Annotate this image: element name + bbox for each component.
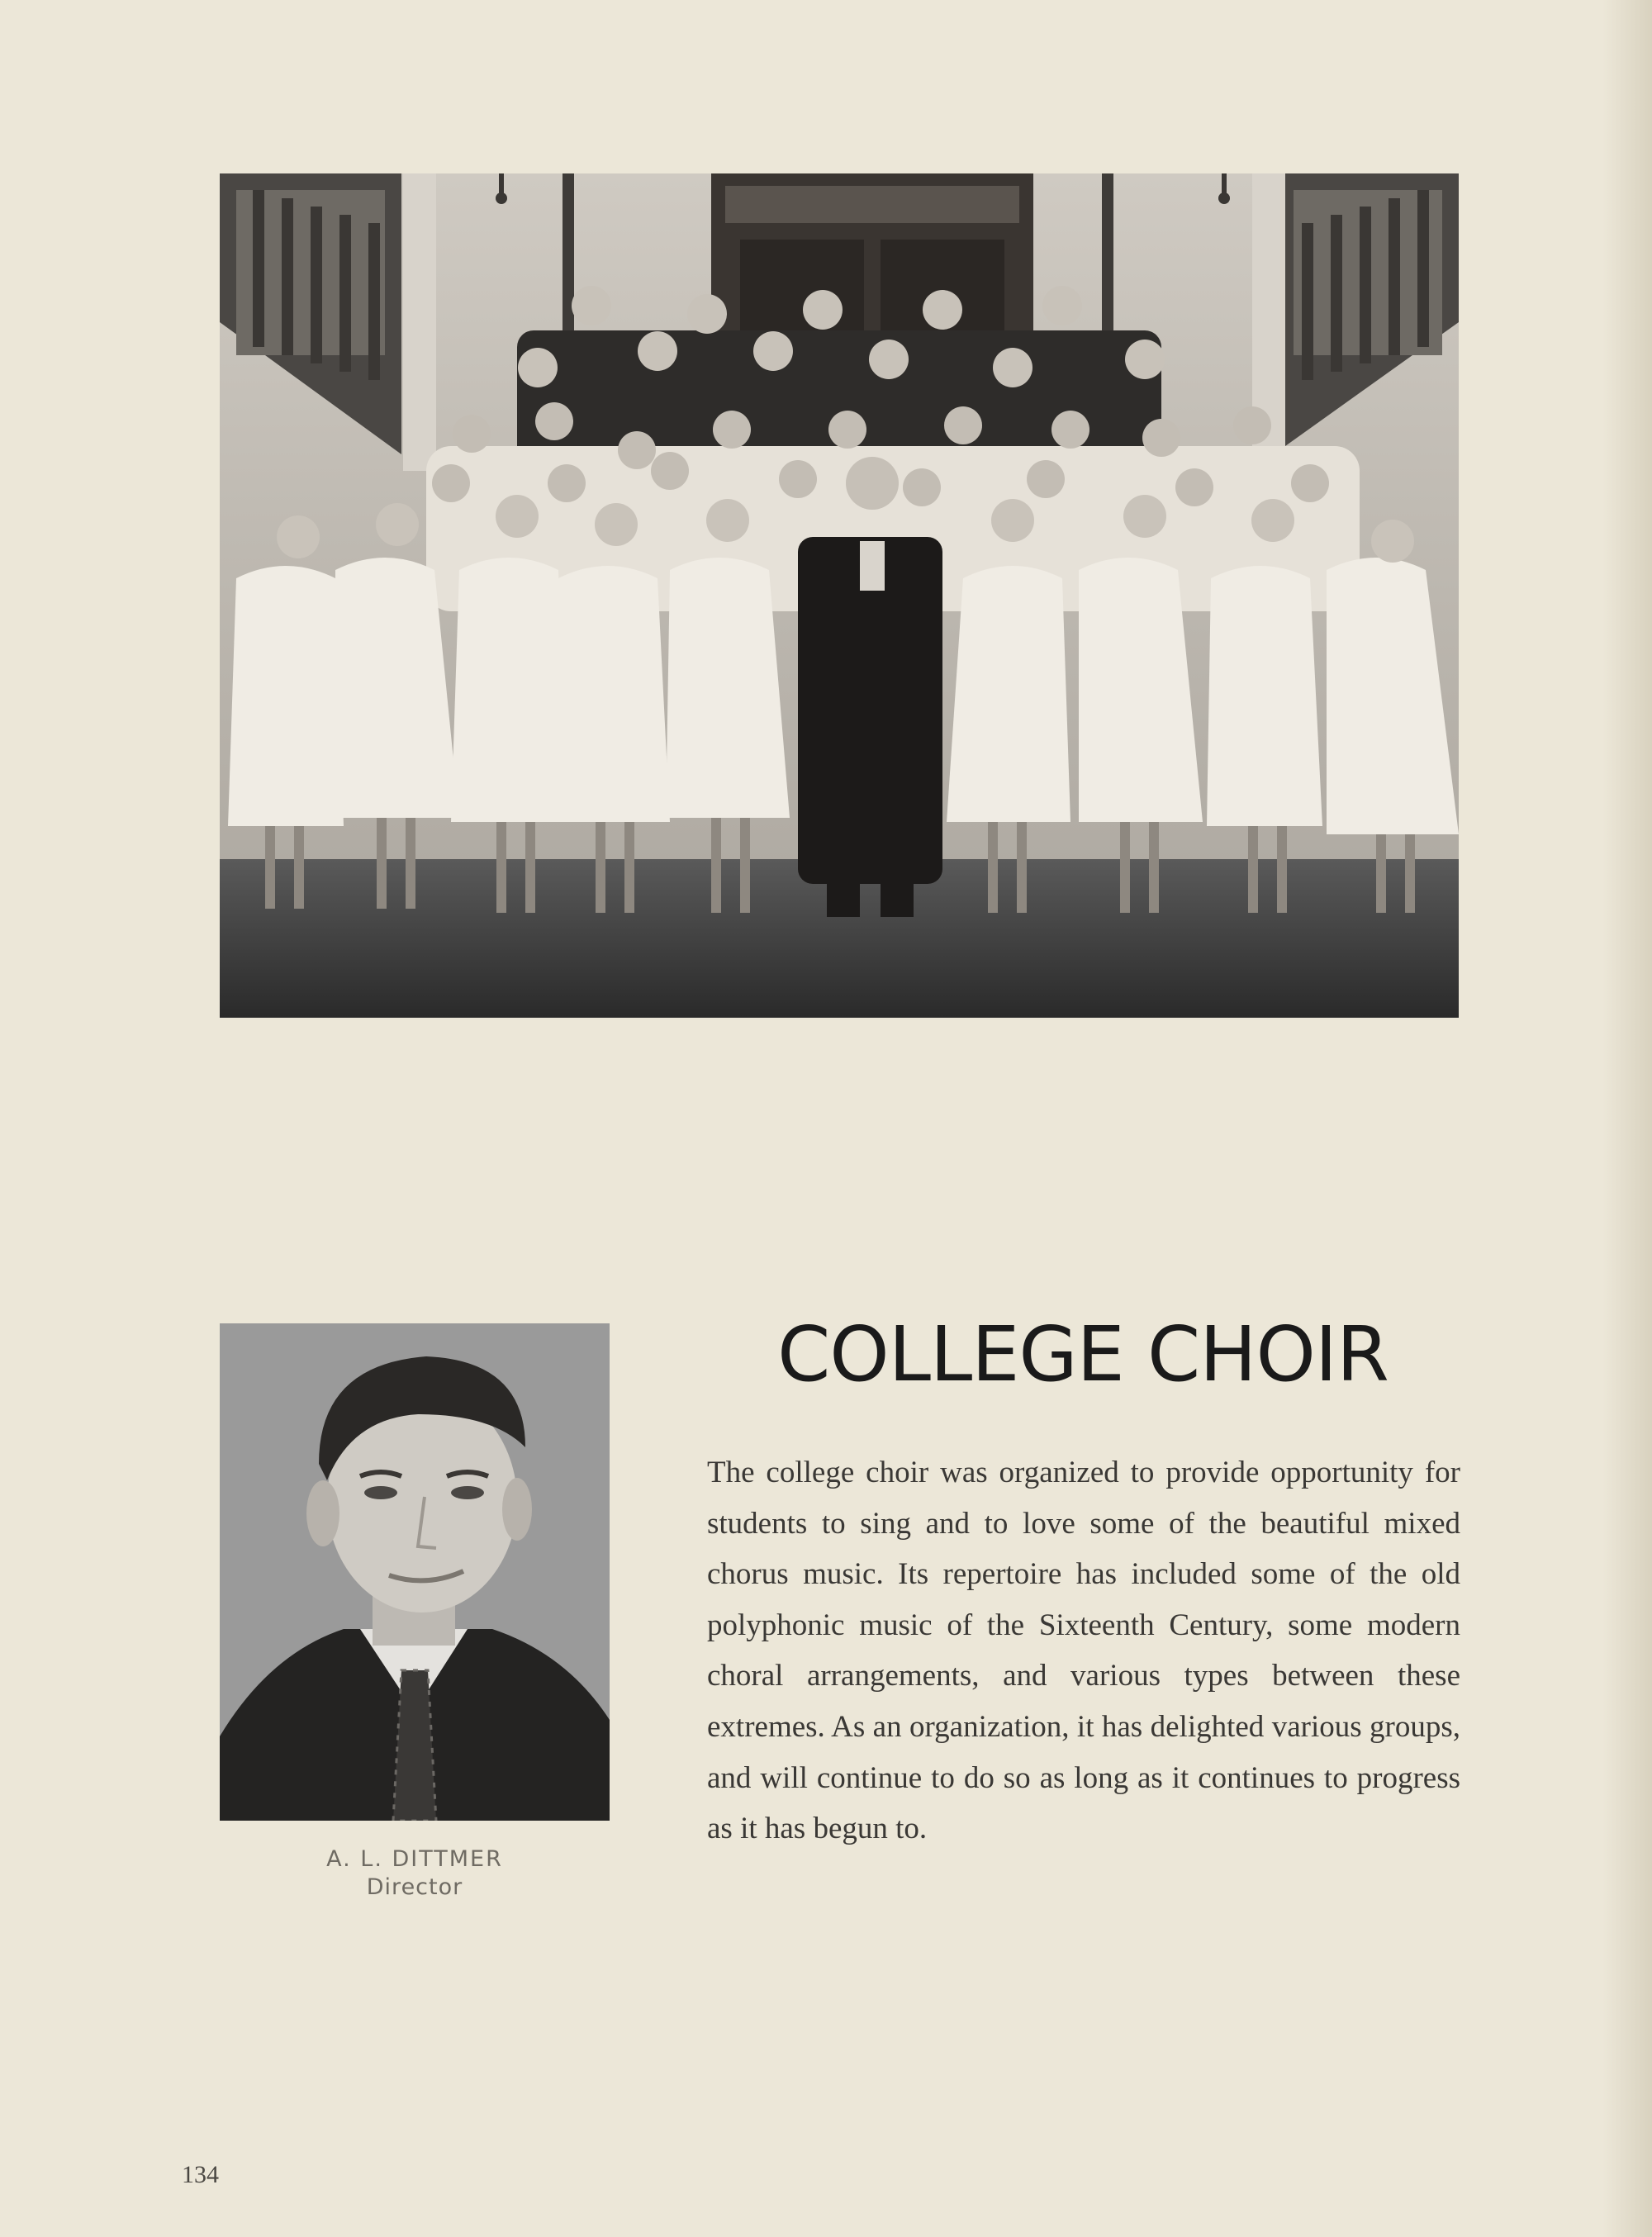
choir-group-photo (220, 173, 1459, 1018)
director-name: A. L. DITTMER (326, 1846, 503, 1872)
page-title: COLLEGE CHOIR (777, 1310, 1389, 1399)
director-portrait-photo (220, 1323, 610, 1821)
page-edge-shadow (1602, 0, 1652, 2237)
page-number: 134 (182, 2161, 219, 2188)
portrait-caption (220, 1845, 610, 1902)
article-body: The college choir was organized to provide opportunity for students to sing and to love some of the beautiful mixed chorus music. Its repertoire has included some of the old polyphonic music of the Sixteenth Century, some modern choral arrangements, and various types between these extremes. As an organization, it has delighted various groups, and will continue to do so as long as it continues to progress as it has begun to. (707, 1456, 1460, 1846)
director-role: Director (366, 1874, 463, 1900)
